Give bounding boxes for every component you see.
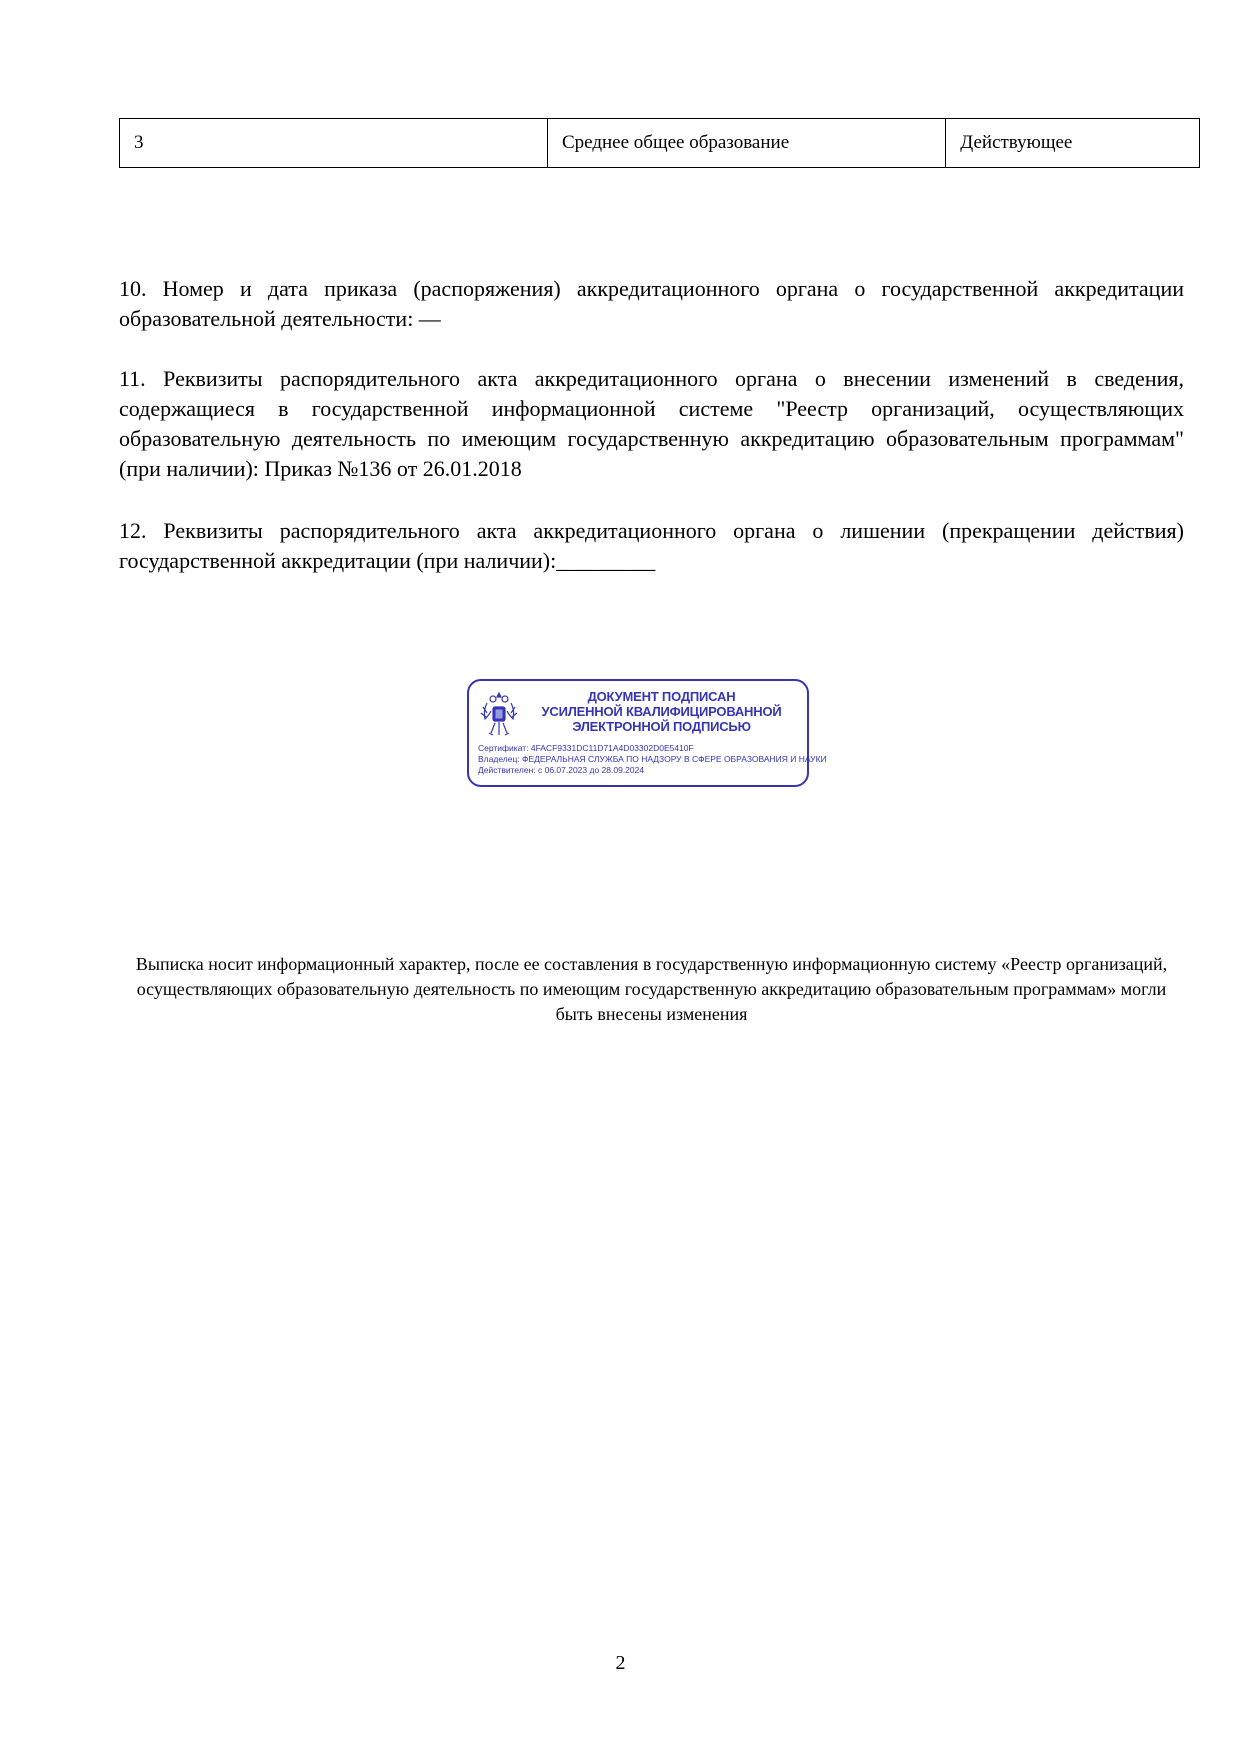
table-row xyxy=(120,119,1200,168)
stamp-title-line: ДОКУМЕНТ ПОДПИСАН xyxy=(587,689,736,704)
stamp-title-line: ЭЛЕКТРОННОЙ ПОДПИСЬЮ xyxy=(572,719,751,734)
status-cell: Действующее xyxy=(946,119,1200,168)
stamp-title xyxy=(519,689,804,734)
section-12: 12. Реквизиты распорядительного акта аккредитационного органа о лишении (прекращении действия) государственной аккредитации (при наличии):_________ xyxy=(119,518,1184,573)
row-number-cell: 3 xyxy=(120,119,548,168)
section-10: 10. Номер и дата приказа (распоряжения) аккредитационного органа о государственной аккредитации образовательной деятельности: — xyxy=(119,276,1184,331)
stamp-title-line: УСИЛЕННОЙ КВАЛИФИЦИРОВАННОЙ xyxy=(541,704,782,719)
coat-of-arms-icon xyxy=(479,689,519,739)
section-11: 11. Реквизиты распорядительного акта аккредитационного органа о внесении изменений в сведения, содержащиеся в государственной информационной системе "Реестр организаций, осуществляющих образовательную деятельность по имеющим государственную аккредитацию образовательным программам" (при наличии): Приказ №136 от 26.01.2018 xyxy=(119,366,1184,481)
education-levels-table xyxy=(119,118,1200,168)
owner-line: Владелец: ФЕДЕРАЛЬНАЯ СЛУЖБА ПО НАДЗОРУ В СФЕРЕ ОБРАЗОВАНИЯ И НАУКИ xyxy=(478,754,827,764)
electronic-signature-stamp xyxy=(467,679,827,787)
disclaimer-note: Выписка носит информационный характер, после ее составления в государственную информационную систему «Реестр организаций, осуществляющих образовательную деятельность по имеющим государственную аккредитацию образовательным программам» могли быть внесены изменения xyxy=(135,954,1168,1024)
stamp-details xyxy=(478,743,827,776)
certificate-line: Сертификат: 4FACF9331DC11D71A4D03302D0E5410F xyxy=(478,743,694,753)
education-level-cell: Среднее общее образование xyxy=(547,119,945,168)
page-number: 2 xyxy=(615,1652,626,1674)
validity-line: Действителен: с 06.07.2023 до 28.09.2024 xyxy=(478,765,645,775)
